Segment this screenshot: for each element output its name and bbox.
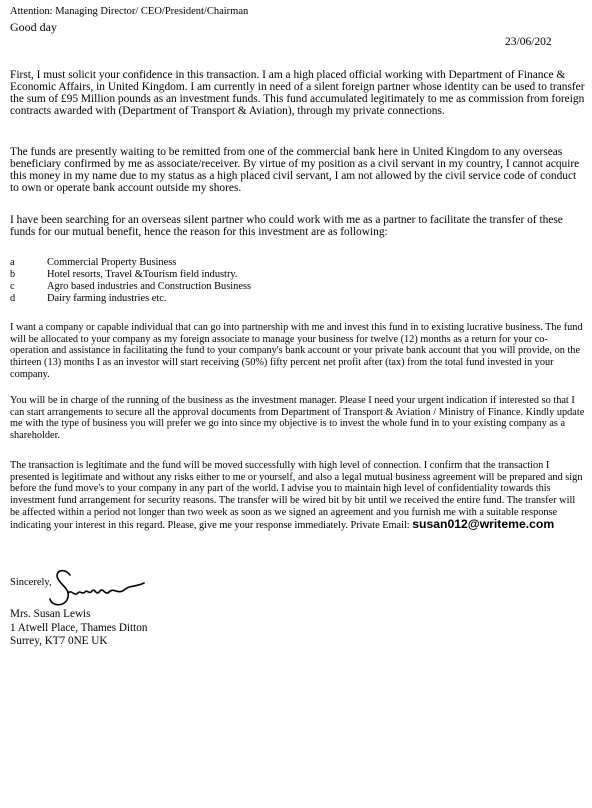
paragraph-funds: The funds are presently waiting to be remitted from one of the commercial bank here in United Kingdom to any overseas beneficiary confirmed by me as associate/receiver. By virtue of my position as a civil servant in my country, I cannot acquire this money in my name due to my status as a high placed civil servant, I am not allowed by the civil service code of conduct to own or operate bank account outside my shores. <box>10 146 580 194</box>
paragraph-introduction: First, I must solicit your confidence in this transaction. I am a high placed official working with Department of Finance & Economic Affairs, in United Kingdom. I am currently in need of a silent foreign partner whose identity can be used to transfer the sum of £95 Million pounds as an investment funds. This fund accumulated legitimately to me as commission from foreign contracts awarded with (Department of Transport & Aviation), through my private connections. <box>10 69 585 117</box>
list-item-text: Agro based industries and Construction Business <box>47 281 252 292</box>
paragraph-management: You will be in charge of the running of the business as the investment manager. Please I need your urgent indication if interested so that I can start arrangements to secure all the approval documents from Department of Transport & Aviation / Ministry of Finance. Kindly update me with the type of business you will prefer we go into since my objective is to invest the whole fund in to your existing company as a shareholder. <box>10 395 585 442</box>
sender-address-line-1: 1 Atwell Place, Thames Ditton <box>10 621 148 634</box>
transaction-text: The transaction is legitimate and the fund will be moved successfully with high level of connection. I confirm that the transaction I presented is legitimate and without any risks either to me or yourself, and also a legal mutual business agreement will be prepared and sign before the fund move's to your company in any part of the world. I advise you to maintain high level of confidentiality towards this investment fund arrangement for security reasons. The transfer will be wired bit by bit until we received the entire fund. The transfer will be affected within a period not longer than two week as soon as we signed an agreement and you furnish me with a suitable response indicating your interest in this regard. Please, give me your response immediately. Private Email: <box>10 460 583 531</box>
attention-line: Attention: Managing Director/ CEO/President/Chairman <box>10 6 249 17</box>
list-item-letter: d <box>10 293 16 304</box>
closing: Sincerely, <box>10 577 52 588</box>
list-item <box>10 257 251 269</box>
list-item <box>10 293 251 305</box>
signature-block <box>10 608 147 649</box>
sender-name: Mrs. Susan Lewis <box>10 608 91 620</box>
signature-image <box>48 563 148 611</box>
list-item-text: Dairy farming industries etc. <box>47 293 167 304</box>
list-item-text: Commercial Property Business <box>47 257 177 268</box>
list-item-letter: a <box>10 257 15 268</box>
letter-date: 23/06/202 <box>505 36 552 48</box>
list-item-letter: c <box>10 281 15 292</box>
paragraph-partner-search: I have been searching for an overseas silent partner who could work with me as a partner to facilitate the transfer of these funds for our mutual benefit, hence the reason for this investment are as following: <box>10 214 563 238</box>
paragraph-transaction <box>10 460 586 531</box>
list-item-letter: b <box>10 269 16 280</box>
list-item-text: Hotel resorts, Travel &Tourism field industry. <box>47 269 238 280</box>
list-item <box>10 269 251 281</box>
email-address: susan012@writeme.com <box>412 516 555 531</box>
sender-address-line-2: Surrey, KT7 0NE UK <box>10 635 108 647</box>
investment-list <box>10 257 251 305</box>
paragraph-partnership: I want a company or capable individual that can go into partnership with me and invest this fund in to existing lucrative business. The fund will be allocated to your company as my foreign associate to manage your business for twelve (12) months as a return for your co-operation and assistance in facilitating the fund to your company's bank account or your private bank account that you will provide, on the thirteen (13) months I as an investor will start receiving (50%) fifty percent net profit after (tax) from the total fund invested in your company. <box>10 322 583 380</box>
list-item <box>10 281 251 293</box>
greeting: Good day <box>10 20 57 34</box>
